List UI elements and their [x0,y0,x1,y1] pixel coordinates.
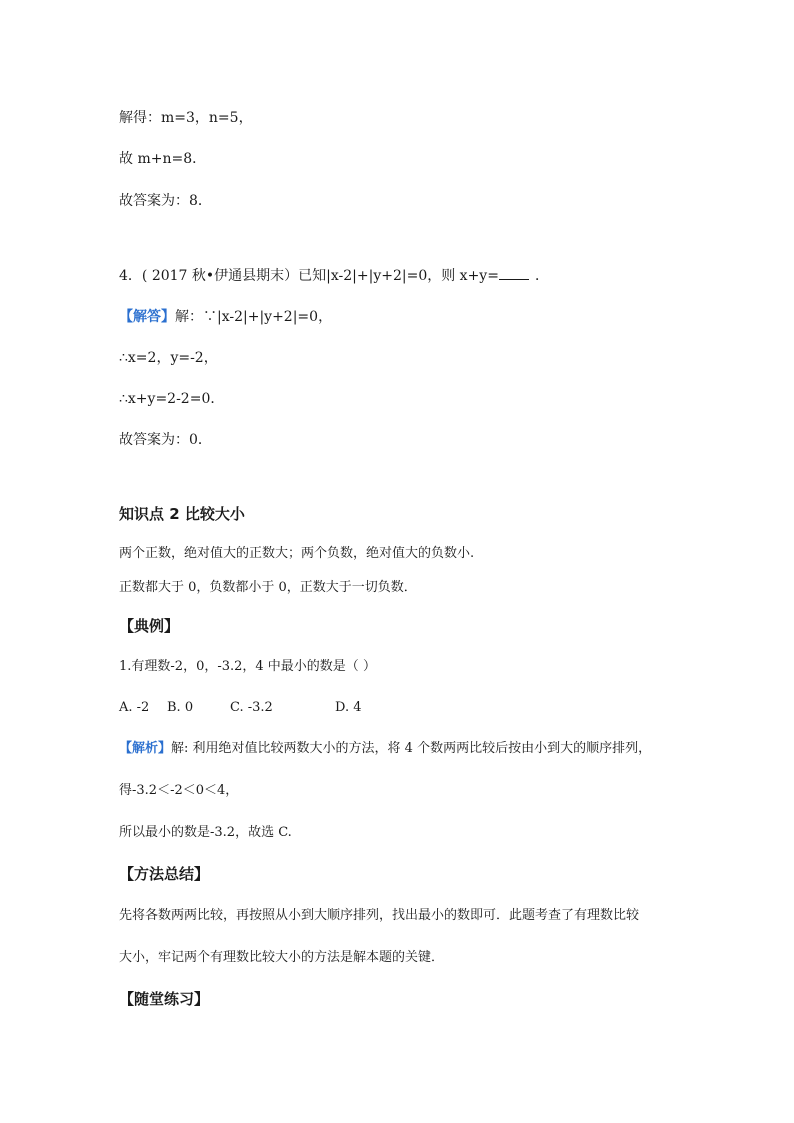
answer-line-3: ∴x+y=2-2=0． [119,391,225,407]
prev-solution-line-3: 故答案为：8． [119,193,212,209]
prev-solution-line-2: 故 m+n=8． [119,151,207,167]
example-question: 1.有理数-2，0，-3.2，4 中最小的数是（ ） [119,659,376,674]
option-d: D. 4 [335,700,362,715]
example-options [119,698,362,718]
method-heading: 【方法总结】 [119,865,210,883]
answer-line-4: 故答案为：0． [119,432,212,448]
example-heading: 【典例】 [119,617,180,635]
option-c: C. -3.2 [230,700,273,715]
knowledge-rule-1: 两个正数，绝对值大的正数大；两个负数，绝对值大的负数小. [119,546,475,561]
answer-line-1 [119,307,332,327]
knowledge-heading: 知识点 2 比较大小 [119,505,245,523]
option-a: A. -2 [119,700,150,715]
knowledge-rule-2: 正数都大于 0，负数都小于 0，正数大于一切负数． [119,580,417,595]
answer-tag: 【解答】 [119,309,175,325]
prev-solution-line-1: 解得：m=3，n=5， [119,110,253,126]
answer-text-1: 解：∵|x-2|+|y+2|=0， [175,309,333,325]
answer-line-2: ∴x=2，y=-2， [119,350,218,366]
method-line-2: 大小，牢记两个有理数比较大小的方法是解本题的关键． [119,950,445,965]
question-4-text: 4．( 2017 秋•伊通县期末）已知|x-2|+|y+2|=0，则 x+y= [119,268,499,284]
analysis-tag: 【解析】 [119,741,172,756]
analysis-line-2: 得-3.2＜-2＜0＜4， [119,783,239,798]
analysis-line-3: 所以最小的数是-3.2，故选 C. [119,825,292,840]
question-4 [119,266,549,286]
question-4-suffix: ． [534,268,549,284]
answer-blank [499,267,529,280]
practice-heading: 【随堂练习】 [119,990,210,1008]
analysis-text-1: 解: 利用绝对值比较两数大小的方法，将 4 个数两两比较后按由小到大的顺序排列， [171,741,652,756]
option-b: B. 0 [167,700,194,715]
analysis-line-1 [119,739,651,759]
method-line-1: 先将各数两两比较，再按照从小到大顺序排列，找出最小的数即可．此题考查了有理数比较 [119,908,640,923]
